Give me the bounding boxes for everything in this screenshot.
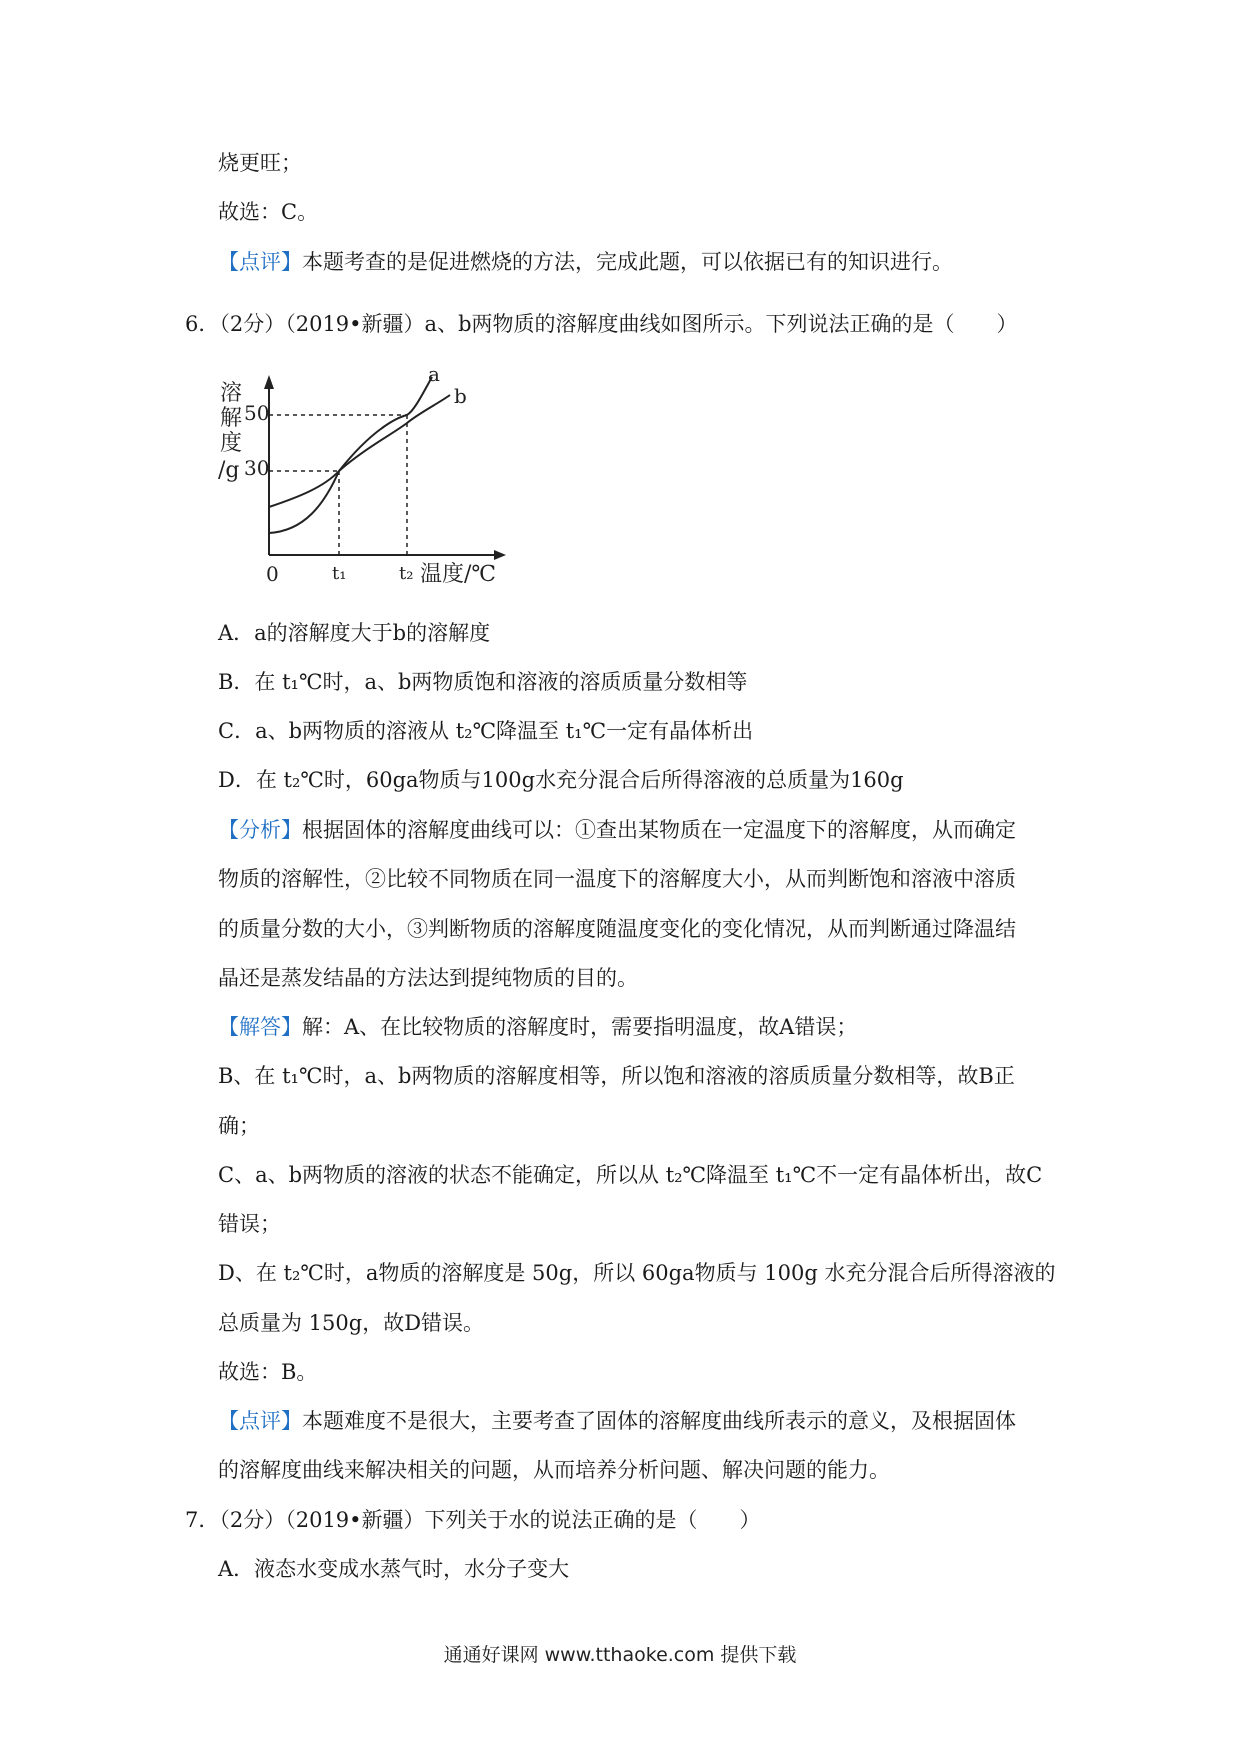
analysis-text-1: 根据固体的溶解度曲线可以：①查出某物质在一定温度下的溶解度，从而确定	[302, 818, 1016, 842]
x-tick-t2: t₂	[399, 563, 414, 584]
q6-option-d: D．在 t₂℃时，60ga物质与100g水充分混合后所得溶液的总质量为160g	[218, 768, 904, 792]
solution-tag: 【解答】	[218, 1015, 302, 1039]
curve-b	[269, 395, 450, 507]
q6-review-line-1	[218, 1406, 1016, 1436]
page-footer: 通通好课网 www.tthaoke.com 提供下载	[443, 1644, 797, 1666]
q6-answer: 故选：B。	[218, 1360, 318, 1384]
x-axis-label: 温度/℃	[420, 562, 497, 587]
series-label-b: b	[454, 384, 467, 408]
y-label-char-3: 度	[220, 431, 243, 456]
analysis-line-2: 物质的溶解性，②比较不同物质在同一温度下的溶解度大小，从而判断饱和溶液中溶质	[218, 867, 1016, 891]
solubility-chart	[214, 365, 514, 595]
y-axis-arrow	[264, 375, 274, 389]
series-label-a: a	[428, 365, 440, 386]
q6-option-c: C．a、b两物质的溶液从 t₂℃降温至 t₁℃一定有晶体析出	[218, 719, 754, 743]
x-tick-t1: t₁	[332, 563, 347, 584]
solution-line-4: C、a、b两物质的溶液的状态不能确定，所以从 t₂℃降温至 t₁℃不一定有晶体析出，故C	[218, 1163, 1043, 1187]
solution-line-5: 错误；	[218, 1212, 281, 1236]
y-tick-30: 30	[244, 456, 270, 480]
solution-text-1: 解：A、在比较物质的溶解度时，需要指明温度，故A错误；	[302, 1015, 858, 1039]
q5-review	[218, 247, 953, 277]
analysis-line-3: 的质量分数的大小，③判断物质的溶解度随温度变化的变化情况，从而判断通过降温结	[218, 917, 1016, 941]
q6-review-text-1: 本题难度不是很大，主要考查了固体的溶解度曲线所表示的意义，及根据固体	[302, 1409, 1016, 1433]
q5-answer: 故选：C。	[218, 200, 319, 224]
y-label-char-4: /g	[218, 458, 240, 483]
solution-line-2: B、在 t₁℃时，a、b两物质的溶解度相等，所以饱和溶液的溶质质量分数相等，故B正	[218, 1064, 1015, 1088]
solution-line-7: 总质量为 150g，故D错误。	[218, 1311, 485, 1335]
q6-option-b: B．在 t₁℃时，a、b两物质饱和溶液的溶质质量分数相等	[218, 670, 748, 694]
q6-option-a: A．a的溶解度大于b的溶解度	[218, 621, 491, 645]
analysis-tag: 【分析】	[218, 818, 302, 842]
review-text: 本题考查的是促进燃烧的方法，完成此题，可以依据已有的知识进行。	[302, 250, 953, 274]
q6-stem: 6．（2分）（2019•新疆）a、b两物质的溶解度曲线如图所示。下列说法正确的是（ ）	[185, 312, 1018, 336]
y-label-char-2: 解	[220, 406, 243, 431]
x-axis-arrow	[494, 550, 506, 560]
analysis-line-4: 晶还是蒸发结晶的方法达到提纯物质的目的。	[218, 966, 638, 990]
origin-label: 0	[266, 562, 279, 586]
q7-option-a: A．液态水变成水蒸气时，水分子变大	[218, 1557, 570, 1581]
solution-line-6: D、在 t₂℃时，a物质的溶解度是 50g，所以 60ga物质与 100g 水充分混合后所得溶液的	[218, 1261, 1056, 1285]
review-tag: 【点评】	[218, 250, 302, 274]
analysis-line-1	[218, 815, 1016, 845]
solution-line-1	[218, 1012, 857, 1042]
review-tag-2: 【点评】	[218, 1409, 302, 1433]
q6-review-line-2: 的溶解度曲线来解决相关的问题，从而培养分析问题、解决问题的能力。	[218, 1458, 890, 1482]
continued-line: 烧更旺；	[218, 151, 302, 175]
y-tick-50: 50	[244, 401, 270, 425]
y-label-char-1: 溶	[220, 381, 243, 406]
solution-line-3: 确；	[218, 1114, 260, 1138]
q7-stem: 7．（2分）（2019•新疆）下列关于水的说法正确的是（ ）	[185, 1508, 761, 1532]
